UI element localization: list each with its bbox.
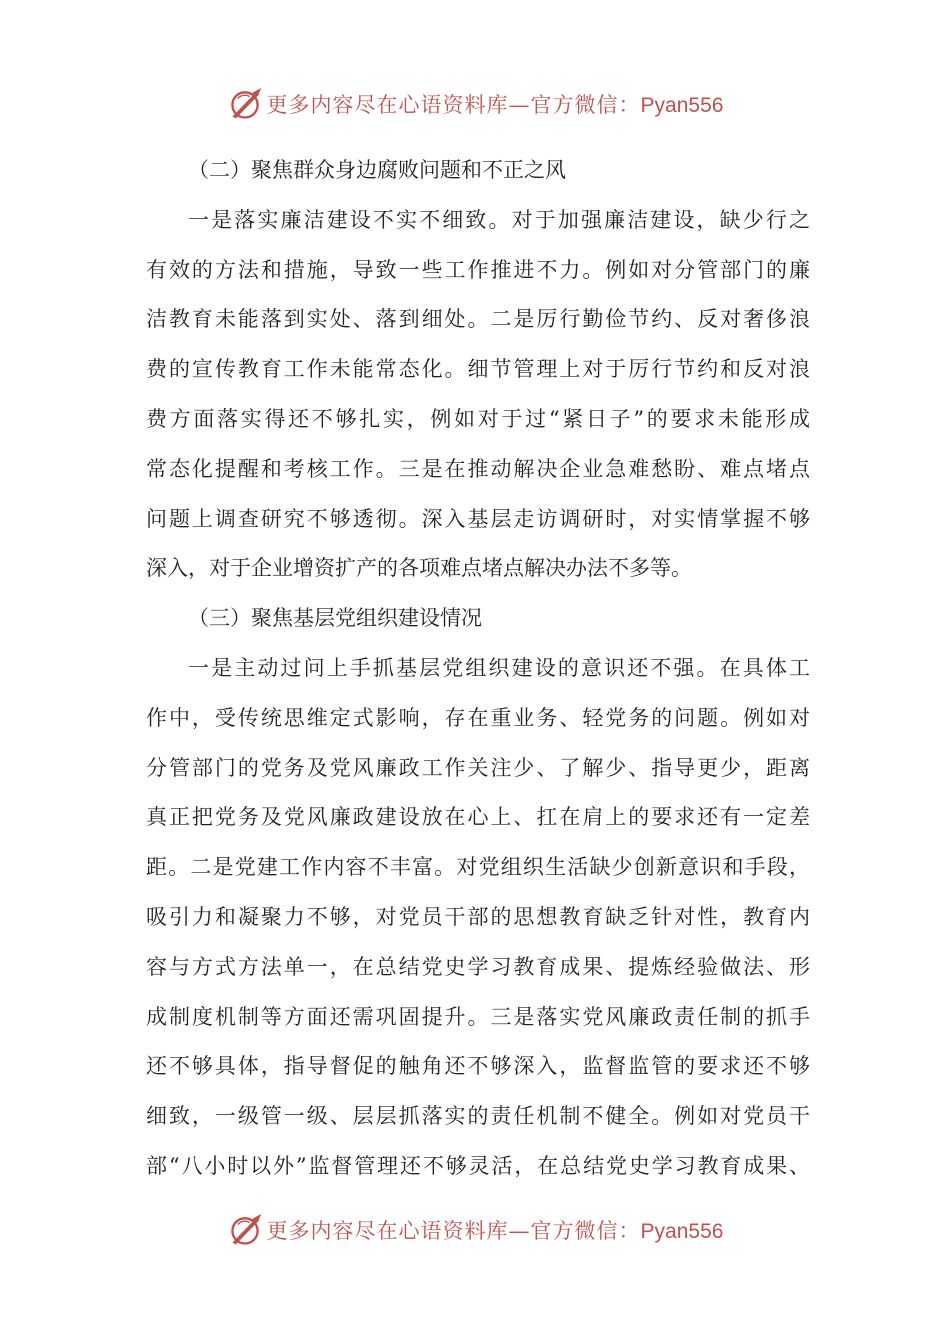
footer-banner	[0, 1210, 950, 1250]
header-banner	[0, 84, 950, 124]
paragraph-line: 费的宣传教育工作未能常态化。细节管理上对于厉行节约和反对浪	[146, 357, 810, 382]
paragraph-line: 洁教育未能落到实处、落到细处。二是厉行勤俭节约、反对奢侈浪	[146, 307, 810, 332]
paragraph-line: 细致，一级管一级、层层抓落实的责任机制不健全。例如对党员干	[146, 1104, 810, 1129]
paragraph-line: 深入，对于企业增资扩产的各项难点堵点解决办法不多等。	[146, 556, 692, 581]
paragraph-line: 吸引力和凝聚力不够，对党员干部的思想教育缺乏针对性，教育内	[146, 904, 810, 929]
banner-wechat-id: Pyan556	[640, 1220, 724, 1243]
paragraph-line: 距。二是党建工作内容不丰富。对党组织生活缺少创新意识和手段，	[146, 855, 810, 880]
paragraph-line: 作中，受传统思维定式影响，存在重业务、轻党务的问题。例如对	[146, 705, 810, 730]
paragraph-line: 问题上调查研究不够透彻。深入基层走访调研时，对实情掌握不够	[146, 506, 810, 531]
banner-text: 更多内容尽在心语资料库—官方微信：Pyan556	[266, 1219, 724, 1243]
paragraph-line: 一是落实廉洁建设不实不细致。对于加强廉洁建设，缺少行之	[188, 207, 810, 232]
paragraph-line: 费方面落实得还不够扎实，例如对于过“紧日子”的要求未能形成	[146, 406, 810, 431]
paragraph-line: 还不够具体，指导督促的触角还不够深入，监督监管的要求还不够	[146, 1054, 810, 1079]
paragraph-line: 有效的方法和措施，导致一些工作推进不力。例如对分管部门的廉	[146, 257, 810, 282]
section-heading: （三）聚焦基层党组织建设情况	[188, 606, 482, 631]
paragraph-line: 常态化提醒和考核工作。三是在推动解决企业急难愁盼、难点堵点	[146, 456, 810, 481]
paragraph-line: 部“八小时以外”监督管理还不够灵活，在总结党史学习教育成果、	[146, 1153, 810, 1178]
paragraph-line: 分管部门的党务及党风廉政工作关注少、了解少、指导更少，距离	[146, 755, 810, 780]
document-body	[146, 146, 810, 1192]
paragraph-line: 成制度机制等方面还需巩固提升。三是落实党风廉政责任制的抓手	[146, 1004, 810, 1029]
quill-seal-logo-icon	[227, 1212, 263, 1248]
quill-seal-logo-icon	[227, 86, 263, 122]
banner-wechat-id: Pyan556	[640, 94, 724, 117]
paragraph-line: 真正把党务及党风廉政建设放在心上、扛在肩上的要求还有一定差	[146, 805, 810, 830]
banner-text: 更多内容尽在心语资料库—官方微信：Pyan556	[266, 93, 724, 117]
paragraph-line: 容与方式方法单一，在总结党史学习教育成果、提炼经验做法、形	[146, 954, 810, 979]
section-heading: （二）聚焦群众身边腐败问题和不正之风	[188, 158, 566, 182]
paragraph-line: 一是主动过问上手抓基层党组织建设的意识还不强。在具体工	[188, 655, 810, 680]
